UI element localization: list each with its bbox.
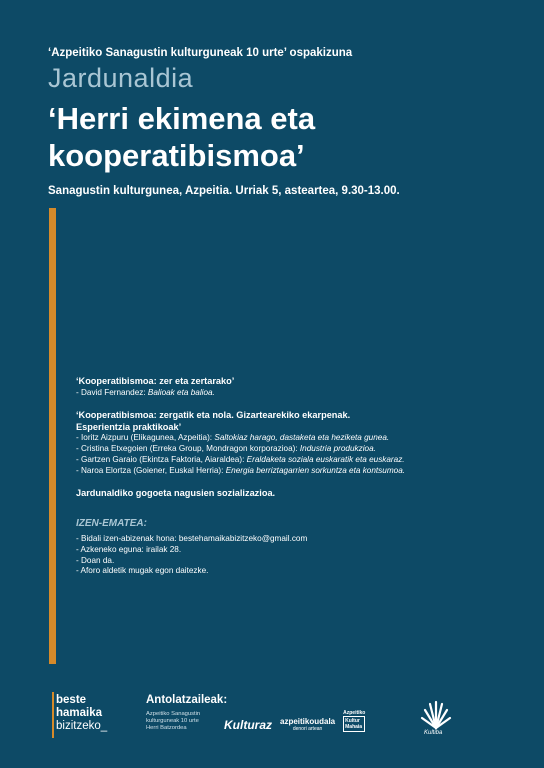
speaker-name: - Gartzen Garaio (Ekintza Faktoria, Aiaraldea): bbox=[76, 454, 245, 464]
event-title bbox=[48, 100, 518, 174]
organizers-title: Antolatzaileak: bbox=[146, 694, 228, 706]
event-title-line2: kooperatibismoa’ bbox=[48, 138, 305, 173]
logo-line2: hamaika bbox=[56, 707, 103, 719]
speaker-item bbox=[76, 433, 496, 444]
kultiba-text: Kultiba bbox=[424, 730, 443, 736]
block-2-title-line2: Esperientzia praktikoak’ bbox=[76, 421, 182, 432]
speaker-item bbox=[76, 444, 496, 455]
registration-line: - Aforo aldetik mugak egon daitezke. bbox=[76, 566, 209, 576]
registration-line: - Bidali izen-abizenak hona: bestehamaikabizitzeko@gmail.com bbox=[76, 534, 308, 544]
talk-title: Industria produkzioa. bbox=[299, 444, 376, 454]
speaker-item bbox=[76, 388, 496, 399]
program-block-1 bbox=[76, 376, 496, 398]
azpeitiko-udala-logo bbox=[280, 717, 335, 732]
registration-line: - Azkeneko eguna: irailak 28. bbox=[76, 544, 182, 554]
event-venue: Sanagustin kulturgunea, Azpeitia. Urriak 5, asteartea, 9.30-13.00. bbox=[48, 185, 400, 197]
kultur-mahaia-logo bbox=[343, 710, 365, 732]
azpeitiko-udala-sub: denori artean bbox=[292, 726, 323, 732]
mahaia-line: Mahaia bbox=[345, 724, 363, 730]
logo-line3: bizitzeko_ bbox=[56, 720, 108, 732]
talk-title: Eraldaketa soziala euskaratik eta euskaraz. bbox=[246, 454, 405, 464]
mahaia-line: Azpeitiko bbox=[343, 710, 366, 716]
speaker-name: - Ioritz Aizpuru (Elikagunea, Azpeitia): bbox=[76, 433, 213, 443]
logo-bar bbox=[52, 692, 54, 738]
event-eyebrow: Jardunaldia bbox=[48, 63, 194, 93]
header bbox=[48, 46, 518, 198]
logo-line1: beste bbox=[56, 694, 87, 706]
speaker-item bbox=[76, 466, 496, 477]
block-2-title bbox=[76, 410, 496, 433]
speaker-item bbox=[76, 455, 496, 466]
speaker-name: - Naroa Elortza (Goiener, Euskal Herria): bbox=[76, 465, 224, 475]
registration-line: - Doan da. bbox=[76, 555, 115, 565]
kultiba-fan-icon bbox=[420, 700, 452, 730]
mahaia-line: Kultur bbox=[345, 718, 360, 724]
kulturaz-logo: Kulturaz bbox=[224, 718, 272, 732]
kultiba-logo bbox=[420, 700, 456, 740]
mahaia-box bbox=[343, 716, 365, 732]
speaker-name: - Cristina Etxegoien (Erreka Group, Mondragon korporazioa): bbox=[76, 444, 298, 454]
beste-hamaika-logo bbox=[52, 692, 122, 738]
program-block-2 bbox=[76, 410, 496, 476]
logo-text bbox=[56, 694, 107, 733]
org-text-line: kulturguneak 10 urte bbox=[146, 718, 199, 724]
azpeitiko-udala-text: azpeitikoudala bbox=[280, 717, 336, 726]
talk-title: Balioak eta balioa. bbox=[147, 387, 215, 397]
program bbox=[76, 376, 496, 577]
event-title-line1: ‘Herri ekimena eta bbox=[48, 101, 316, 136]
summary-line: Jardunaldiko gogoeta nagusien sozializazioa. bbox=[76, 488, 276, 499]
speaker-name: - David Fernandez: bbox=[76, 387, 146, 397]
org-text bbox=[146, 711, 216, 732]
org-text-line: Azpeitiko Sanagustin bbox=[146, 711, 201, 717]
org-text-line: Herri Batzordea bbox=[146, 725, 187, 731]
event-kicker: ‘Azpeitiko Sanagustin kulturguneak 10 urte’ ospakizuna bbox=[48, 47, 353, 59]
registration-title: IZEN-EMATEA: bbox=[76, 518, 147, 530]
block-1-title: ‘Kooperatibismoa: zer eta zertarako’ bbox=[76, 376, 235, 386]
block-2-title-line1: ‘Kooperatibismoa: zergatik eta nola. Gizartearekiko ekarpenak. bbox=[76, 410, 351, 421]
talk-title: Saltokiaz harago, dastaketa eta heziketa gunea. bbox=[214, 433, 390, 443]
accent-bar bbox=[49, 208, 56, 664]
talk-title: Energia berriztagarrien sorkuntza eta kontsumoa. bbox=[225, 465, 406, 475]
